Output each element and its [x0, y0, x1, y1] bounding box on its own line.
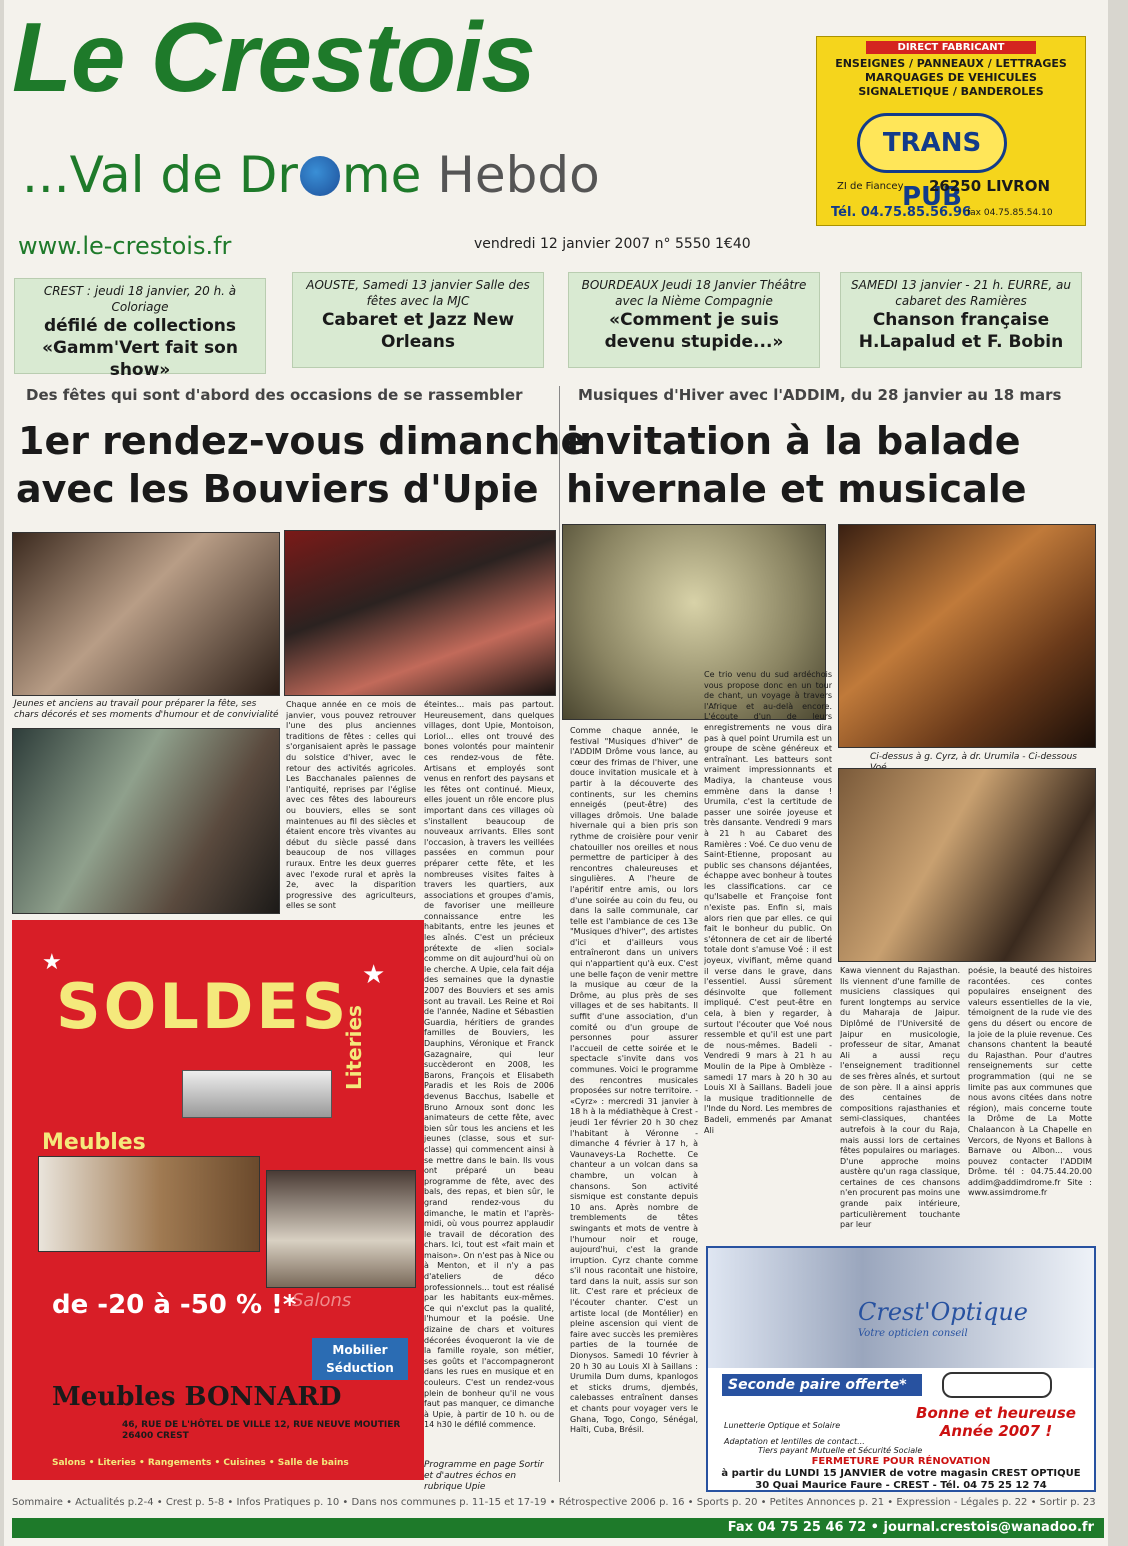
photo-urumila [838, 524, 1096, 748]
star-icon: ★ [42, 950, 62, 975]
optique-closing [708, 1456, 1094, 1492]
footer-summary: Sommaire • Actualités p.2-4 • Crest p. 5-8 • Infos Pratiques p. 10 • Dans nos communes p. 11-15 et 17-19 • Rétrospective 2006 p. 16 • Sports p. 20 • Petites Annonces p. 21 • Expression - Légales p. 22 • Sortir p. 23 [12, 1497, 1096, 1508]
photo-bouviers-signing [12, 532, 280, 696]
optique-closing-title: FERMETURE POUR RÉNOVATION [811, 1456, 991, 1467]
transpub-ad [816, 36, 1086, 226]
event-box-1 [14, 278, 266, 380]
event-subtitle: AOUSTE, Samedi 13 janvier Salle des fêtes avec la MJC [306, 278, 530, 308]
event-subtitle: CREST : jeudi 18 janvier, 20 h. à Coloriage [43, 284, 237, 314]
left-kicker: Des fêtes qui sont d'abord des occasions de se rassembler [26, 386, 523, 404]
ad-zi: ZI de Fiancey [837, 181, 904, 192]
event-subtitle: BOURDEAUX Jeudi 18 Janvier Théâtre avec la Nième Compagnie [581, 278, 807, 308]
crest-optique-ad [706, 1246, 1096, 1492]
event-title: Cabaret et Jazz New Orleans [321, 310, 515, 352]
subtitle-part-c: Hebdo [437, 146, 600, 204]
left-headline-line1: 1er rendez-vous dimanche [18, 419, 587, 463]
footer-contact: Fax 04 75 25 46 72 • journal.crestois@wanadoo.fr [12, 1518, 1104, 1538]
event-title: défilé de collections «Gamm'Vert fait son show» [42, 316, 238, 380]
right-headline-line2: hivernale et musicale [566, 467, 1027, 511]
event-title: Chanson française H.Lapalud et F. Bobin [858, 310, 1064, 352]
soldes-ad [12, 920, 424, 1480]
soldes-title: SOLDES [56, 970, 350, 1043]
right-col-2: Ce trio venu du sud ardéchois vous propose donc en un tour de chant, un voyage à travers l'Afrique et au-delà encore. L'écoute d'un de leurs enregistrements ne vous dira pas à quel point Urumila est un groupe de scène généreux et entraînant. Les batteurs sont vraiment impressionnants et Madiya, la chanteuse vous emmène dans la danse ! Urumila, c'est la certitude de passer une soirée joyeuse et très dansante. Vendredi 9 mars à 21 h au Cabaret des Ramières : Voé. Ce duo venu de Saint-Etienne, proposant au public ses chansons déjantées, échappe avec bonheur à toutes les classifications. car ce qu'Isabelle et Françoise font n'existe pas. Enfin si, mais alors rien que par elles. ce qui fait le bonheur du public. On s'étonnera de cet air de liberté totale dont s'amuse Voé : il est joyeux, vivifiant, même quand il verse dans le grave, dans l'essentiel. Aussi sûrement désinvolte que follement impliqué. C'est peut-être en cela, à bien y regarder, à surtout l'écouter que Voé nous ressemble et qu'il est une part de nous-mêmes. Badeli - Vendredi 9 mars à 21 h au Moulin de la Pipe à Omblèze - samedi 17 mars à 20 h 30 au Louis XI à Saillans. Badeli joue la musique traditionnelle de l'Inde du Nord. Les membres de Badeli, emmenés par Amanat Ali [704, 670, 832, 1135]
right-photo-caption: Ci-dessus à g. Cyrz, à dr. Urumila - Ci-dessous [870, 752, 1077, 762]
optique-offer: Seconde paire offerte* [722, 1374, 922, 1396]
right-col-3: Kawa viennent du Rajasthan. Ils viennent d'une famille de musiciens classiques qui furent longtemps au service du Maharaja de Jaipur. Diplômé de l'Université de Jaipur en musicologie, professeur de sitar, Amanat Ali a aussi reçu l'enseignement traditionnel de ses frères aînés, et surtout de son père. Il a ainsi appris des centaines de compositions rajasthanies et semi-classiques, chantées autrefois à la cour du Raja, mais aussi lors de certaines fêtes populaires ou mariages. D'une approche moins austère qu'un raga classique, certaines de ces chansons n'en procurent pas moins une grande paix intérieure, particulièrement touchante par leur [840, 966, 960, 1230]
newspaper-page [4, 0, 1108, 1546]
right-col-1: Comme chaque année, le festival "Musiques d'hiver" de l'ADDIM Drôme vous lance, au cœur des frimas de l'hiver, une douce invitation musicale et à partir à la découverte des continents, sur les chemins enneigés (peut-être) des villages drômois. Une balade hivernale qui a bien pris son rythme de croisière pour venir chatouiller nos oreilles et nous permettre de participer à des rencontres chaleureuses et singulières. A l'heure de l'apéritif entre amis, ou lors d'une soirée au coin du feu, ou dans la salle communale, car telle est l'ambiance de ces 13e "Musiques d'hiver", des artistes d'ici et d'ailleurs vous entraîneront dans un univers qui n'appartient qu'à eux. C'est une belle façon de venir mettre la musique au cœur de la Drôme, au plus près de ses villages et de ses habitants. Il suffit d'une association, d'un comité ou d'un groupe de personnes pour assurer l'accueil de cette soirée et le spectacle s'invite dans vos communes. Voici le programme des rencontres musicales proposées sur notre territoire. - «Cyrz» : mercredi 31 janvier à 18 h à la médiathèque à Crest - jeudi 1er février 20 h 30 chez l'habitant à Véronne - dimanche 4 février à 17 h, à Vaunaveys-La Rochette. Ce chanteur a un volcan dans sa chambre, un volcan à chansons. Son activité sismique est constante depuis 10 ans. Après nombre de tremblements de têtes swingants et mots de ventre à l'humour noir et rouge, aujourd'hui, c'est la grande irruption. Cyrz chante comme s'il nous racontait une histoire, tard dans la nuit, assis sur son lit. C'est rare et précieux de l'écouter chanter. C'est un artiste local (de Montélier) en pleine ascension qui vient de faire avec succès les premières parties de la tournée de Dionysos. Samedi 10 février à 20 h 30 au Louis XI à Saillans : Urumila Dum dums, kpanlogos et sticks drums, djembés, calebasses entraînent danses et chants pour voyager vers le Ghana, Togo, Congo, Sénégal, Haïti, Cuba, Brésil. [570, 726, 698, 1435]
ad-line: ENSEIGNES / PANNEAUX / LETTRAGES [835, 57, 1067, 70]
event-subtitle: SAMEDI 13 janvier - 21 h. EURRE, au cabaret des Ramières [851, 278, 1071, 308]
sofa-image [266, 1170, 416, 1288]
optique-closing-address: 30 Quai Maurice Faure - CREST - Tél. 04 75 25 12 74 [755, 1480, 1047, 1491]
discount-label: de -20 à -50 % !* [52, 1290, 297, 1320]
right-headline-line1: invitation à la balade [566, 419, 1021, 463]
column-divider [559, 386, 560, 1482]
left-col-1: Chaque année en ce mois de janvier, vous pouvez retrouver l'une des plus anciennes traditions de fêtes : celles qui s'organisaient après le passage du solstice d'hiver, avec le retour des activités agricoles. Les Bacchanales païennes de l'antiquité, reprises par l'église avec ces fêtes des laboureurs ou bouviers, elles se sont maintenues au fil des siècles et étaient encore très vivantes au début du siècle passé dans beaucoup de nos villages ruraux. Entre les deux guerres avec l'exode rural et après la 2e, avec la disparition progressive des agriculteurs, elles se sont [286, 700, 416, 911]
meubles-label: Meubles [42, 1130, 146, 1155]
event-box-3 [568, 272, 820, 368]
photo-voe [838, 768, 1096, 962]
bonnard-address: 46, RUE DE L'HÔTEL DE VILLE 12, RUE NEUVE MOUTIER 26400 CREST [122, 1420, 401, 1441]
photo-workshop [12, 728, 280, 914]
star-icon: ★ [362, 960, 386, 990]
direct-fabricant-badge: DIRECT FABRICANT [866, 41, 1036, 54]
subtitle-part-b: me [341, 146, 422, 204]
optique-closing-date: à partir du LUNDI 15 JANVIER de votre magasin CREST OPTIQUE [721, 1468, 1081, 1479]
left-photo-caption: Jeunes et anciens au travail pour préparer la fête, ses chars décorés et ses moments d'humour et de convivialité [14, 699, 279, 720]
salons-label: Salons [292, 1290, 352, 1311]
ad-line: SIGNALETIQUE / BANDEROLES [858, 85, 1044, 98]
event-title: «Comment je suis devenu stupide...» [604, 310, 784, 352]
ad-tel: Tél. 04.75.85.56.96 [831, 205, 972, 220]
transpub-logo: TRANS PUB [857, 113, 1007, 173]
literies-label: Literies [342, 1005, 366, 1090]
glasses-icon [942, 1372, 1052, 1398]
optique-service: Tiers payant Mutuelle et Sécurité Sociale [758, 1446, 923, 1455]
ad-city: 26250 LIVRON [929, 177, 1051, 195]
masthead-title: Le Crestois [12, 2, 535, 112]
ad-line: MARQUAGES DE VEHICULES [865, 71, 1037, 84]
optique-wish: Bonne et heureuse Année 2007 ! [916, 1404, 1076, 1440]
left-headline-line2: avec les Bouviers d'Upie [16, 467, 539, 511]
event-box-4 [840, 272, 1082, 368]
bed-image [182, 1070, 332, 1118]
right-col-4: poésie, la beauté des histoires racontées. ces contes populaires enseignent des valeurs essentielles de la vie, témoignent de la rude vie des gens du désert ou encore de la joie de la pluie revenue. Ces chansons chantent la beauté du Rajasthan. Pour d'autres renseignements sur cette programmation (qui ne se limite pas aux communes que nous avons citées dans notre région), mais concerne toute la Drôme de La Motte Chalaancon à La Chapelle en Vercors, de Nyons et Ballons à Barnave ou Albon... vous pouvez contacter l'ADDIM Drôme. tél : 04.75.44.20.00 addim@addimdrome.fr Site : www.assimdrome.fr [968, 966, 1092, 1198]
bonnard-name: Meubles BONNARD [52, 1382, 342, 1412]
furniture-image [38, 1156, 260, 1252]
site-url[interactable]: www.le-crestois.fr [18, 232, 232, 260]
optique-service: Lunetterie Optique et Solaire [724, 1421, 841, 1430]
mobilier-seduction-logo: Mobilier Séduction [312, 1338, 408, 1380]
optique-service: Adaptation et lentilles de contact... [724, 1437, 865, 1446]
subtitle-part-a: ...Val de Dr [22, 146, 298, 204]
globe-icon [300, 156, 340, 196]
footer [12, 1496, 1104, 1540]
optique-name: Crest'Optique [858, 1298, 1028, 1326]
optique-tagline: Votre opticien conseil [858, 1328, 968, 1339]
event-box-2 [292, 272, 544, 368]
issue-line: vendredi 12 janvier 2007 n° 5550 1€40 [474, 236, 751, 252]
masthead-subtitle [22, 146, 600, 204]
photo-bouviers-float [284, 530, 556, 696]
bonnard-rooms: Salons • Literies • Rangements • Cuisines • Salle de bains [52, 1458, 349, 1468]
left-col-2: éteintes... mais pas partout. Heureusement, dans quelques villages, dont Upie, Montoison, Loriol... elles ont trouvé des bones volontés pour maintenir ces rendez-vous de fête. Artisans et employés sont venus en renfort des paysans et les fêtes ont continué. Mieux, elles jouent un rôle encore plus important dans ces villages où s'installent beaucoup de nouveaux arrivants. Elles sont l'occasion, à travers les veillées passées en commun pour préparer cette fête, et les nombreuses visites faites à travers les quartiers, aux associations et groupes d'amis, de favoriser une meilleure connaissance entre les habitants, entre les jeunes et les aînés. C'est un précieux prétexte de «lien social» comme on dit aujourd'hui où on le cherche. A Upie, cela fait déja des semaines que la dynastie 2007 des Bouviers et ses amis sont au travail. Les Reine et Roi de l'année, Nadine et Sébastien Guardia, héritiers de grandes familles de Bouviers, les Dauphins, Véronique et Franck Gazagnaire, qui leur succèderont en 2008, les Barons, François et Elisabeth Paradis et les Rois de 2006 devenus Bacchus, Isabelle et Bruno Arnoux sont donc les animateurs de cette fête, avec bien sûr tous les anciens et les jeunes (classe, sous et sur-classe) qui commencent ainsi à se mettre dans le bain. Ils vous ont préparé un beau programme de fête, avec des bals, des repas, et bien sûr, le grand rendez-vous du dimanche, le matin et l'après-midi, où vous pourrez applaudir le travail de décoration des chars. Ici, tout est «fait main et maison». On n'est pas à Nice ou à Menton, et il n'y a pas d'ateliers de déco professionnels... tout est réalisé par les habitants eux-mêmes. Ce qui n'exclut pas la qualité, l'humour et la poésie. Une dizaine de chars et voitures décorées évoqueront la vie de la famille royale, son métier, ses goûts et l'accompagneront dans les rues en musique et en couleurs. C'est un rendez-vous plein de bonheur qu'il ne vous faut pas manquer, ce dimanche à Upie, à partir de 10 h. ou de 14 h30 le défilé commence. [424, 700, 554, 1430]
ad-fax: fax 04.75.85.54.10 [967, 208, 1053, 218]
left-note: Programme en page Sortir et d'autres échos en rubrique Upie [424, 1460, 544, 1492]
right-kicker: Musiques d'Hiver avec l'ADDIM, du 28 janvier au 18 mars [578, 386, 1062, 404]
